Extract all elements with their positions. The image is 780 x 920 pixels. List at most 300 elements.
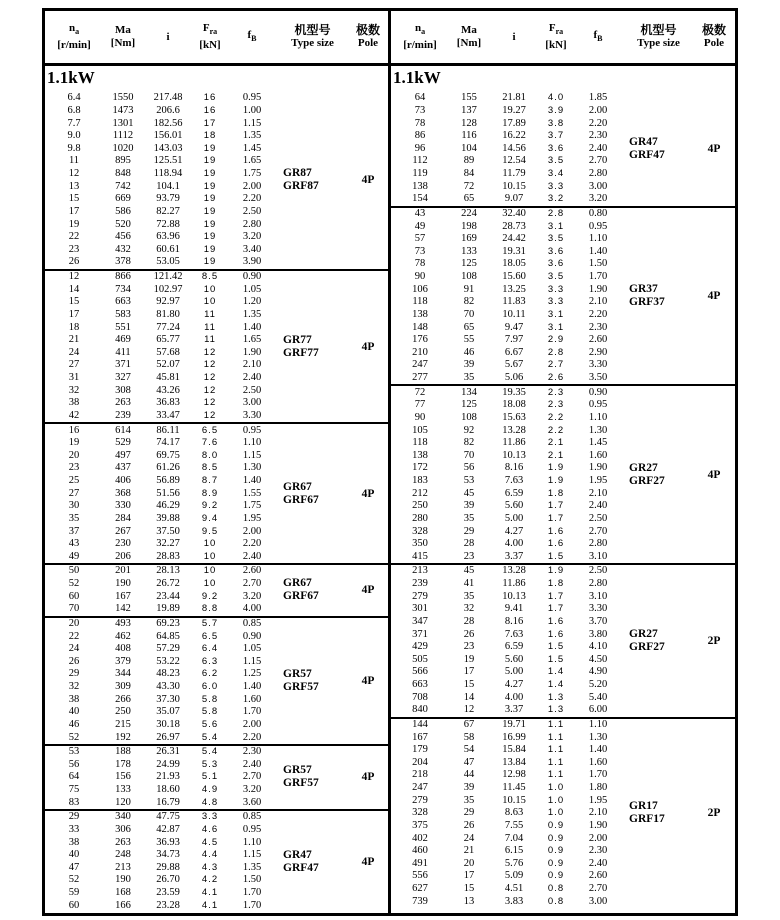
table-row <box>45 397 388 410</box>
column-header-ma: Ma [Nm] <box>456 24 482 49</box>
cell-fb: 1.85 <box>588 92 608 104</box>
cell-ma: 213 <box>115 861 131 873</box>
cell-i: 6.67 <box>504 346 524 358</box>
cell-ma: 614 <box>115 424 131 436</box>
pole-label: 4P <box>707 142 721 155</box>
cell-ma: 456 <box>115 231 131 243</box>
table-row <box>391 666 735 679</box>
cell-i: 16.79 <box>156 796 180 808</box>
cell-i: 48.23 <box>156 668 180 680</box>
cell-ma: 39 <box>463 500 475 512</box>
cell-ma: 24 <box>463 832 475 844</box>
cell-na: 328 <box>412 807 428 819</box>
cell-na: 90 <box>414 271 426 283</box>
cell-ma: 520 <box>115 218 131 230</box>
cell-na: 40 <box>68 706 80 718</box>
cell-fra: 9.4 <box>201 512 219 524</box>
cell-ma: 65 <box>463 193 475 205</box>
table-row <box>391 155 735 168</box>
cell-ma: 23 <box>463 641 475 653</box>
cell-i: 5.09 <box>504 870 524 882</box>
cell-fb: 2.70 <box>588 883 608 895</box>
cell-fb: 3.20 <box>242 590 262 602</box>
cell-fra: 2.2 <box>547 411 565 423</box>
cell-i: 77.24 <box>156 321 180 333</box>
table-row <box>45 551 388 564</box>
cell-fb: 1.10 <box>242 836 262 848</box>
cell-fb: 2.40 <box>588 142 608 154</box>
cell-fra: 4.1 <box>201 887 219 899</box>
model-block <box>45 618 388 746</box>
cell-fb: 4.90 <box>588 666 608 678</box>
table-row <box>45 693 388 706</box>
cell-i: 7.04 <box>504 832 524 844</box>
cell-fra: 5.4 <box>201 746 219 758</box>
cell-ma: 125 <box>461 399 477 411</box>
table-row <box>45 796 388 809</box>
cell-fra: 1.7 <box>547 603 565 615</box>
cell-fb: 1.35 <box>242 130 262 142</box>
cell-i: 47.75 <box>156 811 180 823</box>
column-header-pole: 极数 Pole <box>701 23 726 49</box>
cell-i: 8.63 <box>504 807 524 819</box>
cell-na: 14 <box>68 283 80 295</box>
cell-ma: 72 <box>463 180 475 192</box>
cell-na: 30 <box>68 500 80 512</box>
cell-fra: 5.7 <box>201 617 219 629</box>
table-row <box>391 590 735 603</box>
table-row <box>45 309 388 322</box>
cell-fra: 3.1 <box>547 308 565 320</box>
cell-fra: 2.8 <box>547 207 565 219</box>
cell-i: 32.27 <box>156 538 180 550</box>
cell-fb: 1.55 <box>242 487 262 499</box>
cell-fra: 8.5 <box>201 271 219 283</box>
cell-na: 172 <box>412 462 428 474</box>
table-row <box>45 874 388 887</box>
cell-na: 64 <box>68 771 80 783</box>
cell-fb: 3.80 <box>588 628 608 640</box>
cell-i: 23.44 <box>156 590 180 602</box>
table-row <box>391 475 735 488</box>
cell-fra: 0.9 <box>547 857 565 869</box>
cell-fra: 16 <box>203 92 217 104</box>
cell-fb: 2.10 <box>588 296 608 308</box>
cell-na: 154 <box>412 193 428 205</box>
cell-ma: 28 <box>463 538 475 550</box>
cell-fra: 0.9 <box>547 832 565 844</box>
column-header-fb: $f_B$ <box>593 28 603 44</box>
cell-fra: 19 <box>203 193 217 205</box>
cell-fra: 3.3 <box>201 811 219 823</box>
cell-fra: 2.9 <box>547 334 565 346</box>
cell-fra: 19 <box>203 256 217 268</box>
cell-fb: 2.10 <box>588 807 608 819</box>
cell-fb: 1.80 <box>588 782 608 794</box>
table-row <box>45 180 388 193</box>
cell-ma: 155 <box>461 92 477 104</box>
cell-fb: 3.70 <box>588 615 608 627</box>
cell-fb: 2.40 <box>588 500 608 512</box>
cell-fb: 1.30 <box>588 424 608 436</box>
cell-ma: 529 <box>115 437 131 449</box>
cell-ma: 133 <box>115 784 131 796</box>
cell-na: 20 <box>68 449 80 461</box>
cell-i: 19.71 <box>502 718 526 730</box>
cell-i: 37.50 <box>156 525 180 537</box>
cell-ma: 46 <box>463 346 475 358</box>
cell-i: 18.05 <box>502 258 526 270</box>
cell-i: 3.37 <box>504 550 524 562</box>
cell-fb: 1.40 <box>242 475 262 487</box>
cell-fb: 0.95 <box>242 424 262 436</box>
cell-i: 43.26 <box>156 384 180 396</box>
cell-fra: 11 <box>204 334 216 346</box>
cell-fb: 2.80 <box>588 578 608 590</box>
cell-i: 36.93 <box>156 836 180 848</box>
cell-ma: 67 <box>463 718 475 730</box>
cell-i: 4.27 <box>504 679 524 691</box>
cell-fra: 16 <box>203 104 217 116</box>
cell-i: 4.27 <box>504 525 524 537</box>
cell-i: 8.16 <box>504 615 524 627</box>
cell-i: 52.07 <box>156 359 180 371</box>
table-row <box>391 347 735 360</box>
cell-fb: 3.10 <box>588 590 608 602</box>
cell-fra: 8.8 <box>201 603 219 615</box>
cell-ma: 371 <box>115 359 131 371</box>
type-size-label: GR27 GRF27 <box>629 461 665 487</box>
cell-na: 371 <box>412 628 428 640</box>
table-row <box>45 706 388 719</box>
cell-ma: 462 <box>115 630 131 642</box>
cell-na: 31 <box>68 372 80 384</box>
cell-ma: 14 <box>463 691 475 703</box>
cell-ma: 469 <box>115 334 131 346</box>
cell-na: 78 <box>414 258 426 270</box>
cell-fb: 1.65 <box>242 334 262 346</box>
cell-na: 52 <box>68 874 80 886</box>
table-row <box>45 155 388 168</box>
column-header-na: $n_a$ [r/min] <box>403 22 437 51</box>
cell-na: 429 <box>412 641 428 653</box>
cell-fb: 2.40 <box>242 550 262 562</box>
cell-fra: 0.9 <box>547 870 565 882</box>
cell-na: 23 <box>68 243 80 255</box>
pole-label: 4P <box>361 174 375 187</box>
cell-i: 206.6 <box>156 104 180 116</box>
cell-fra: 1.3 <box>547 691 565 703</box>
cell-fb: 1.10 <box>588 233 608 245</box>
cell-ma: 32 <box>463 603 475 615</box>
cell-i: 13.28 <box>502 424 526 436</box>
cell-fra: 10 <box>203 578 217 590</box>
cell-na: 42 <box>68 409 80 421</box>
cell-fb: 3.60 <box>242 796 262 808</box>
cell-na: 708 <box>412 691 428 703</box>
section-power-label: 1.1kW <box>47 68 95 87</box>
cell-na: 210 <box>412 346 428 358</box>
cell-na: 29 <box>68 668 80 680</box>
cell-fra: 1.8 <box>547 487 565 499</box>
cell-na: 18 <box>68 321 80 333</box>
cell-i: 45.81 <box>156 372 180 384</box>
cell-na: 47 <box>68 861 80 873</box>
cell-fb: 1.15 <box>242 655 262 667</box>
type-size-label: GR57 GRF57 <box>283 764 319 790</box>
cell-fb: 1.30 <box>242 462 262 474</box>
cell-ma: 29 <box>463 807 475 819</box>
cell-ma: 250 <box>115 706 131 718</box>
table-row <box>391 757 735 770</box>
cell-fra: 5.4 <box>201 731 219 743</box>
cell-i: 26.97 <box>156 731 180 743</box>
cell-ma: 23 <box>463 550 475 562</box>
cell-i: 10.11 <box>502 308 526 320</box>
cell-fb: 2.80 <box>242 218 262 230</box>
cell-fra: 1.6 <box>547 538 565 550</box>
cell-na: 279 <box>412 590 428 602</box>
cell-i: 61.26 <box>156 462 180 474</box>
cell-na: 9.0 <box>67 130 81 142</box>
cell-ma: 848 <box>115 168 131 180</box>
cell-fra: 10 <box>203 550 217 562</box>
cell-i: 156.01 <box>153 130 183 142</box>
cell-na: 38 <box>68 397 80 409</box>
table-row <box>391 500 735 513</box>
column-header-i: i <box>512 30 516 43</box>
cell-i: 51.56 <box>156 487 180 499</box>
table-row <box>391 130 735 143</box>
cell-ma: 65 <box>463 321 475 333</box>
cell-fra: 6.4 <box>201 643 219 655</box>
cell-fb: 4.10 <box>588 641 608 653</box>
table-row <box>391 271 735 284</box>
cell-fra: 1.9 <box>547 462 565 474</box>
cell-na: 96 <box>414 142 426 154</box>
cell-fra: 3.2 <box>547 193 565 205</box>
cell-ma: 53 <box>463 475 475 487</box>
cell-fra: 1.7 <box>547 512 565 524</box>
cell-ma: 190 <box>115 874 131 886</box>
cell-i: 69.75 <box>156 449 180 461</box>
cell-fb: 2.60 <box>242 565 262 577</box>
cell-i: 4.51 <box>504 883 524 895</box>
cell-fb: 2.80 <box>588 538 608 550</box>
cell-na: 52 <box>68 731 80 743</box>
table-row <box>45 784 388 797</box>
cell-fra: 4.9 <box>201 784 219 796</box>
cell-fb: 2.30 <box>588 130 608 142</box>
table-row <box>45 384 388 397</box>
table-row <box>45 538 388 551</box>
cell-i: 37.30 <box>156 693 180 705</box>
cell-na: 118 <box>412 296 428 308</box>
table-row <box>391 858 735 871</box>
table-row <box>391 283 735 296</box>
cell-fra: 4.2 <box>201 874 219 886</box>
cell-i: 13.84 <box>502 756 526 768</box>
table-row <box>45 347 388 360</box>
table-row <box>45 656 388 669</box>
table-row <box>391 538 735 551</box>
table-row <box>391 641 735 654</box>
cell-fra: 19 <box>203 231 217 243</box>
model-block <box>45 811 388 912</box>
cell-i: 28.13 <box>156 565 180 577</box>
cell-na: 53 <box>68 746 80 758</box>
cell-fb: 1.20 <box>242 296 262 308</box>
pole-label: 2P <box>707 634 721 647</box>
cell-ma: 169 <box>461 233 477 245</box>
cell-i: 65.77 <box>156 334 180 346</box>
column-header-na: $n_a$ [r/min] <box>57 22 91 51</box>
table-row <box>45 321 388 334</box>
cell-fb: 1.15 <box>242 849 262 861</box>
type-size-label: GR67 GRF67 <box>283 577 319 603</box>
cell-fra: 1.7 <box>547 590 565 602</box>
cell-fb: 1.40 <box>588 744 608 756</box>
cell-fra: 1.5 <box>547 641 565 653</box>
table-row <box>45 643 388 656</box>
cell-ma: 239 <box>115 409 131 421</box>
pole-label: 4P <box>361 487 375 500</box>
cell-ma: 206 <box>115 550 131 562</box>
cell-fra: 2.1 <box>547 437 565 449</box>
cell-i: 16.22 <box>502 130 526 142</box>
cell-fb: 3.00 <box>242 397 262 409</box>
cell-fb: 2.70 <box>588 155 608 167</box>
cell-ma: 44 <box>463 769 475 781</box>
cell-na: 112 <box>412 155 428 167</box>
table-row <box>45 513 388 526</box>
cell-fb: 1.10 <box>242 437 262 449</box>
blocks-right <box>391 92 735 913</box>
cell-na: 77 <box>414 399 426 411</box>
cell-ma: 17 <box>463 870 475 882</box>
pole-label: 4P <box>707 468 721 481</box>
table-row <box>45 437 388 450</box>
cell-fra: 4.1 <box>201 899 219 911</box>
cell-na: 179 <box>412 744 428 756</box>
cell-fra: 3.4 <box>547 168 565 180</box>
cell-ma: 12 <box>463 704 475 716</box>
table-row <box>45 578 388 591</box>
table-row <box>45 525 388 538</box>
cell-i: 5.06 <box>504 372 524 384</box>
cell-i: 26.70 <box>156 874 180 886</box>
table-row <box>391 193 735 206</box>
cell-ma: 263 <box>115 836 131 848</box>
cell-fra: 2.6 <box>547 372 565 384</box>
cell-ma: 128 <box>461 117 477 129</box>
cell-fra: 0.9 <box>547 845 565 857</box>
table-row <box>391 462 735 475</box>
spec-table <box>42 8 738 916</box>
cell-fb: 1.15 <box>242 449 262 461</box>
cell-i: 81.80 <box>156 308 180 320</box>
cell-fra: 8.9 <box>201 487 219 499</box>
cell-ma: 56 <box>463 462 475 474</box>
cell-ma: 663 <box>115 296 131 308</box>
cell-i: 3.37 <box>504 704 524 716</box>
table-row <box>391 794 735 807</box>
cell-fra: 3.9 <box>547 104 565 116</box>
cell-na: 25 <box>68 475 80 487</box>
table-row <box>391 565 735 578</box>
cell-ma: 1301 <box>112 117 134 129</box>
cell-ma: 378 <box>115 256 131 268</box>
cell-na: 148 <box>412 321 428 333</box>
cell-fb: 2.50 <box>242 384 262 396</box>
table-row <box>391 168 735 181</box>
cell-fra: 10 <box>203 283 217 295</box>
cell-ma: 895 <box>115 155 131 167</box>
cell-fb: 1.70 <box>242 706 262 718</box>
cell-i: 19.27 <box>502 104 526 116</box>
table-row <box>391 437 735 450</box>
cell-na: 33 <box>68 823 80 835</box>
cell-fb: 3.40 <box>242 243 262 255</box>
cell-na: 460 <box>412 845 428 857</box>
table-row <box>391 551 735 564</box>
table-row <box>391 782 735 795</box>
cell-ma: 45 <box>463 565 475 577</box>
cell-na: 19 <box>68 218 80 230</box>
cell-fb: 1.95 <box>588 475 608 487</box>
cell-na: 27 <box>68 359 80 371</box>
cell-i: 7.55 <box>504 819 524 831</box>
cell-fb: 4.00 <box>242 603 262 615</box>
cell-i: 14.56 <box>502 142 526 154</box>
cell-fb: 3.20 <box>242 231 262 243</box>
table-row <box>45 887 388 900</box>
cell-fb: 2.00 <box>242 718 262 730</box>
cell-i: 217.48 <box>153 92 183 104</box>
cell-fra: 0.9 <box>547 819 565 831</box>
cell-fra: 8.5 <box>201 462 219 474</box>
cell-fb: 1.35 <box>242 308 262 320</box>
cell-fra: 3.6 <box>547 245 565 257</box>
cell-fra: 0.8 <box>547 883 565 895</box>
cell-i: 19.89 <box>156 603 180 615</box>
cell-ma: 266 <box>115 693 131 705</box>
table-row <box>45 487 388 500</box>
cell-fb: 3.50 <box>588 372 608 384</box>
cell-fra: 1.1 <box>547 718 565 730</box>
cell-ma: 198 <box>461 220 477 232</box>
cell-i: 10.15 <box>502 180 526 192</box>
cell-na: 19 <box>68 437 80 449</box>
cell-fb: 1.95 <box>588 794 608 806</box>
cell-na: 59 <box>68 887 80 899</box>
cell-fra: 1.1 <box>547 731 565 743</box>
table-row <box>391 513 735 526</box>
table-row <box>45 271 388 284</box>
cell-i: 7.63 <box>504 628 524 640</box>
table-row <box>45 849 388 862</box>
cell-na: 218 <box>412 769 428 781</box>
cell-na: 328 <box>412 525 428 537</box>
pole-label: 4P <box>361 584 375 597</box>
cell-na: 57 <box>414 233 426 245</box>
cell-ma: 1473 <box>112 104 134 116</box>
cell-ma: 168 <box>115 887 131 899</box>
cell-i: 28.73 <box>502 220 526 232</box>
cell-na: 247 <box>412 359 428 371</box>
table-row <box>391 117 735 130</box>
cell-na: 17 <box>68 308 80 320</box>
